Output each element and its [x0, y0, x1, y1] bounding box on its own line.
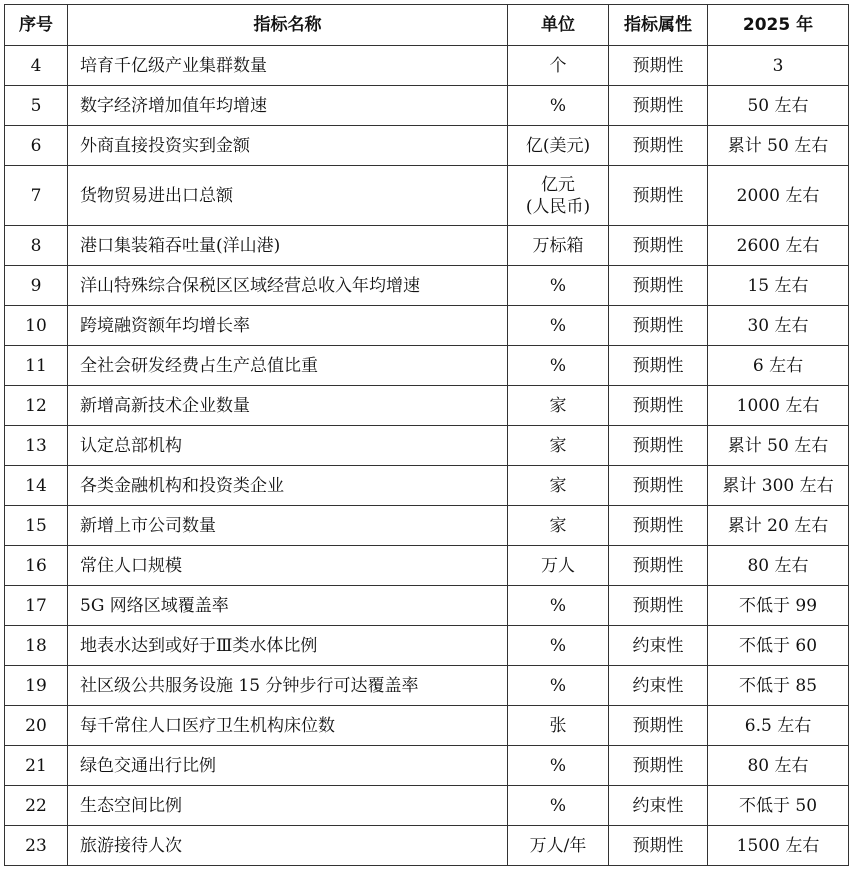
serial-cell: 22 — [5, 786, 68, 826]
attribute-cell: 预期性 — [609, 426, 708, 466]
table-row — [5, 586, 849, 626]
serial-cell: 11 — [5, 346, 68, 386]
table-row — [5, 626, 849, 666]
target-cell: 30 左右 — [708, 306, 849, 346]
table-row — [5, 706, 849, 746]
header-unit: 单位 — [508, 5, 609, 46]
serial-cell: 7 — [5, 166, 68, 226]
target-cell: 2600 左右 — [708, 226, 849, 266]
header-indicator-name: 指标名称 — [68, 5, 508, 46]
serial-cell: 15 — [5, 506, 68, 546]
table-row — [5, 126, 849, 166]
table-row — [5, 786, 849, 826]
attribute-cell: 预期性 — [609, 46, 708, 86]
indicator-name-cell: 洋山特殊综合保税区区域经营总收入年均增速 — [68, 266, 508, 306]
serial-cell: 12 — [5, 386, 68, 426]
table-row — [5, 426, 849, 466]
target-cell: 80 左右 — [708, 746, 849, 786]
indicator-name-cell: 5G 网络区域覆盖率 — [68, 586, 508, 626]
indicator-name-cell: 社区级公共服务设施 15 分钟步行可达覆盖率 — [68, 666, 508, 706]
target-cell: 3 — [708, 46, 849, 86]
serial-cell: 23 — [5, 826, 68, 866]
attribute-cell: 约束性 — [609, 786, 708, 826]
unit-cell: % — [508, 86, 609, 126]
unit-cell: 亿(美元) — [508, 126, 609, 166]
indicator-name-cell: 全社会研发经费占生产总值比重 — [68, 346, 508, 386]
attribute-cell: 预期性 — [609, 306, 708, 346]
header-attribute: 指标属性 — [609, 5, 708, 46]
attribute-cell: 预期性 — [609, 706, 708, 746]
target-cell: 不低于 60 — [708, 626, 849, 666]
serial-cell: 19 — [5, 666, 68, 706]
unit-cell: 家 — [508, 426, 609, 466]
indicator-name-cell: 生态空间比例 — [68, 786, 508, 826]
indicator-name-cell: 培育千亿级产业集群数量 — [68, 46, 508, 86]
indicator-name-cell: 每千常住人口医疗卫生机构床位数 — [68, 706, 508, 746]
unit-cell: 家 — [508, 386, 609, 426]
serial-cell: 13 — [5, 426, 68, 466]
serial-cell: 6 — [5, 126, 68, 166]
table-header-row — [5, 5, 849, 46]
serial-cell: 16 — [5, 546, 68, 586]
indicator-name-cell: 地表水达到或好于Ⅲ类水体比例 — [68, 626, 508, 666]
unit-cell: 家 — [508, 506, 609, 546]
indicator-name-cell: 新增高新技术企业数量 — [68, 386, 508, 426]
table-row — [5, 266, 849, 306]
unit-cell: % — [508, 586, 609, 626]
target-cell: 80 左右 — [708, 546, 849, 586]
attribute-cell: 预期性 — [609, 166, 708, 226]
table-row — [5, 826, 849, 866]
unit-cell: % — [508, 786, 609, 826]
unit-cell: % — [508, 666, 609, 706]
attribute-cell: 预期性 — [609, 226, 708, 266]
table-row — [5, 46, 849, 86]
serial-cell: 9 — [5, 266, 68, 306]
unit-cell: 张 — [508, 706, 609, 746]
attribute-cell: 预期性 — [609, 506, 708, 546]
target-cell: 不低于 85 — [708, 666, 849, 706]
table-row — [5, 306, 849, 346]
attribute-cell: 预期性 — [609, 126, 708, 166]
serial-cell: 8 — [5, 226, 68, 266]
table-row — [5, 506, 849, 546]
unit-cell: 万人/年 — [508, 826, 609, 866]
indicator-table — [4, 4, 849, 866]
unit-cell: % — [508, 346, 609, 386]
indicator-name-cell: 港口集装箱吞吐量(洋山港) — [68, 226, 508, 266]
indicator-name-cell: 跨境融资额年均增长率 — [68, 306, 508, 346]
target-cell: 不低于 99 — [708, 586, 849, 626]
indicator-name-cell: 外商直接投资实到金额 — [68, 126, 508, 166]
table-row — [5, 86, 849, 126]
serial-cell: 18 — [5, 626, 68, 666]
unit-cell: % — [508, 746, 609, 786]
target-cell: 50 左右 — [708, 86, 849, 126]
target-cell: 累计 20 左右 — [708, 506, 849, 546]
unit-cell: 万标箱 — [508, 226, 609, 266]
attribute-cell: 预期性 — [609, 546, 708, 586]
indicator-name-cell: 各类金融机构和投资类企业 — [68, 466, 508, 506]
serial-cell: 10 — [5, 306, 68, 346]
indicator-name-cell: 新增上市公司数量 — [68, 506, 508, 546]
table-row — [5, 546, 849, 586]
attribute-cell: 约束性 — [609, 626, 708, 666]
target-cell: 6.5 左右 — [708, 706, 849, 746]
serial-cell: 20 — [5, 706, 68, 746]
serial-cell: 5 — [5, 86, 68, 126]
unit-cell: 家 — [508, 466, 609, 506]
attribute-cell: 预期性 — [609, 746, 708, 786]
indicator-name-cell: 货物贸易进出口总额 — [68, 166, 508, 226]
table-row — [5, 166, 849, 226]
unit-cell: 亿元 (人民币) — [508, 166, 609, 226]
target-cell: 累计 300 左右 — [708, 466, 849, 506]
attribute-cell: 预期性 — [609, 386, 708, 426]
target-cell: 累计 50 左右 — [708, 126, 849, 166]
target-cell: 6 左右 — [708, 346, 849, 386]
target-cell: 不低于 50 — [708, 786, 849, 826]
table-row — [5, 666, 849, 706]
target-cell: 1000 左右 — [708, 386, 849, 426]
attribute-cell: 预期性 — [609, 586, 708, 626]
serial-cell: 4 — [5, 46, 68, 86]
table-row — [5, 386, 849, 426]
unit-cell: 万人 — [508, 546, 609, 586]
indicator-name-cell: 认定总部机构 — [68, 426, 508, 466]
attribute-cell: 预期性 — [609, 86, 708, 126]
table-body — [5, 46, 849, 866]
indicator-name-cell: 数字经济增加值年均增速 — [68, 86, 508, 126]
table-row — [5, 746, 849, 786]
serial-cell: 17 — [5, 586, 68, 626]
attribute-cell: 预期性 — [609, 466, 708, 506]
header-target-2025: 2025 年 — [708, 5, 849, 46]
serial-cell: 21 — [5, 746, 68, 786]
header-serial: 序号 — [5, 5, 68, 46]
target-cell: 累计 50 左右 — [708, 426, 849, 466]
table-row — [5, 466, 849, 506]
target-cell: 2000 左右 — [708, 166, 849, 226]
table-row — [5, 346, 849, 386]
unit-cell: % — [508, 626, 609, 666]
unit-cell: % — [508, 266, 609, 306]
unit-cell: % — [508, 306, 609, 346]
attribute-cell: 预期性 — [609, 266, 708, 306]
indicator-name-cell: 常住人口规模 — [68, 546, 508, 586]
attribute-cell: 约束性 — [609, 666, 708, 706]
unit-cell: 个 — [508, 46, 609, 86]
attribute-cell: 预期性 — [609, 826, 708, 866]
attribute-cell: 预期性 — [609, 346, 708, 386]
table-row — [5, 226, 849, 266]
target-cell: 1500 左右 — [708, 826, 849, 866]
target-cell: 15 左右 — [708, 266, 849, 306]
indicator-name-cell: 旅游接待人次 — [68, 826, 508, 866]
indicator-name-cell: 绿色交通出行比例 — [68, 746, 508, 786]
serial-cell: 14 — [5, 466, 68, 506]
